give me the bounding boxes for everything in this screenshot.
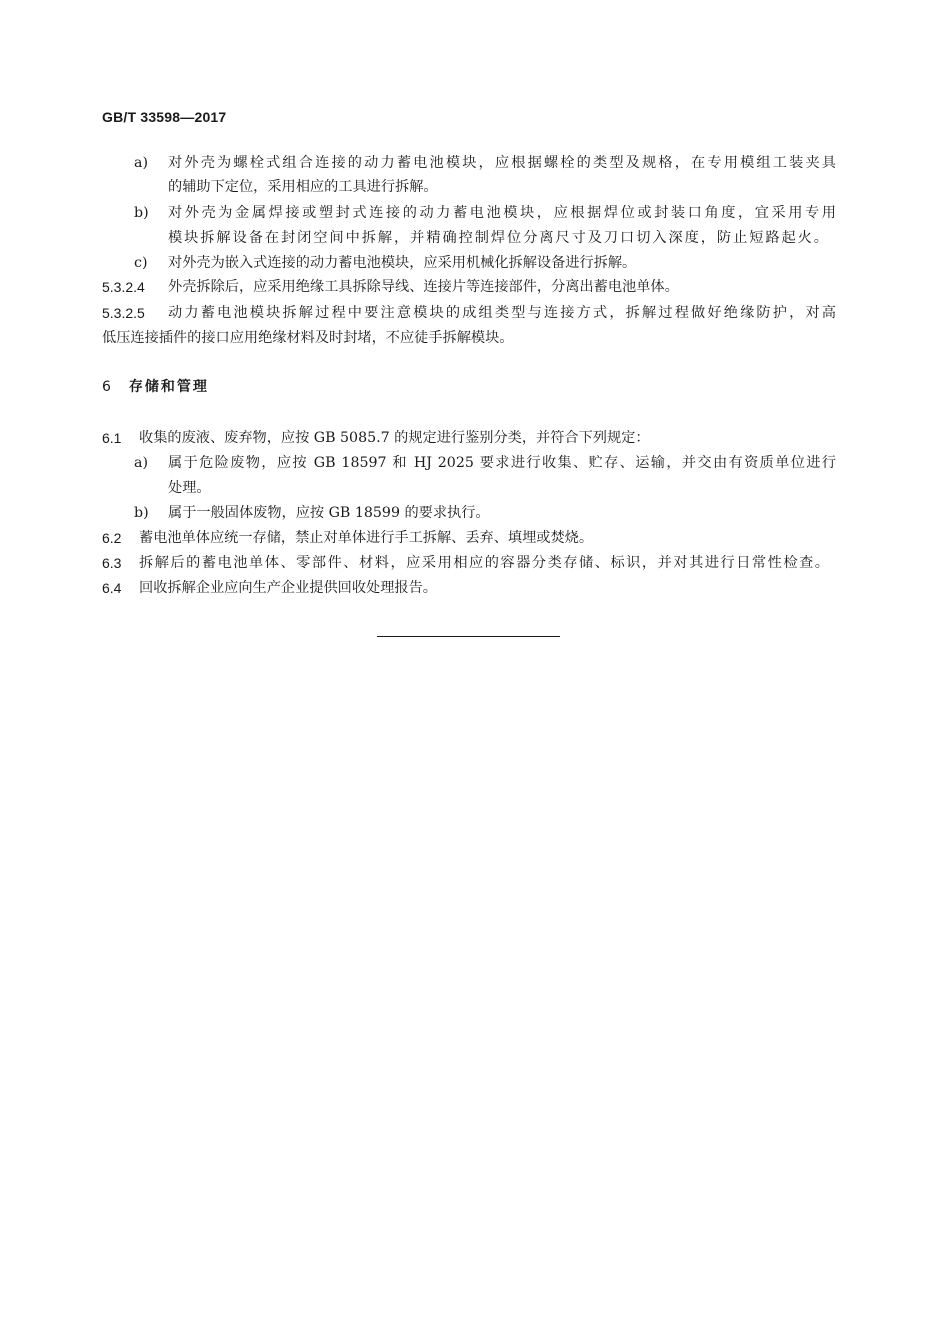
list-6-1-item-a-line-2: 处理。: [168, 480, 211, 496]
clause-number-5-3-2-4: 5.3.2.4: [102, 279, 145, 295]
list-item-c-line-1: 对外壳为嵌入式连接的动力蓄电池模块，应采用机械化拆解设备进行拆解。: [168, 255, 637, 271]
section-6-title: 存储和管理: [128, 379, 209, 395]
list-6-1-item-b-line-1: 属于一般固体废物，应按 GB 18599 的要求执行。: [168, 505, 490, 521]
clause-6-2-text: 蓄电池单体应统一存储，禁止对单体进行手工拆解、丢弃、填埋或焚烧。: [139, 530, 594, 546]
clause-number-6-4: 6.4: [102, 580, 122, 596]
list-6-1-item-a-line-1: 属于危险废物，应按 GB 18597 和 HJ 2025 要求进行收集、贮存、运输，并交由有资质单位进行: [168, 455, 836, 471]
list-6-1-label-b: b): [134, 505, 149, 521]
clause-6-4-text: 回收拆解企业应向生产企业提供回收处理报告。: [139, 580, 437, 596]
list-6-1-label-a: a): [134, 455, 148, 471]
section-6-heading: [102, 377, 209, 397]
standard-code-header: GB/T 33598—2017: [102, 109, 227, 125]
list-label-b: b): [134, 205, 149, 221]
section-6-number: 6: [102, 379, 111, 395]
clause-number-5-3-2-5: 5.3.2.5: [102, 305, 145, 321]
list-label-a: a): [134, 155, 148, 171]
list-item-a-line-2: 的辅助下定位，采用相应的工具进行拆解。: [168, 179, 438, 195]
clause-number-6-2: 6.2: [102, 530, 122, 546]
clause-number-6-1: 6.1: [102, 430, 122, 446]
clause-6-1-text: 收集的废液、废弃物，应按 GB 5085.7 的规定进行鉴别分类，并符合下列规定：: [139, 430, 650, 446]
clause-5-3-2-5-line-2: 低压连接插件的接口应用绝缘材料及时封堵，不应徒手拆解模块。: [102, 330, 514, 346]
clause-5-3-2-4-text: 外壳拆除后，应采用绝缘工具拆除导线、连接片等连接部件，分离出蓄电池单体。: [168, 279, 679, 295]
clause-number-6-3: 6.3: [102, 555, 122, 571]
clause-6-3-text: 拆解后的蓄电池单体、零部件、材料，应采用相应的容器分类存储、标识，并对其进行日常性检查。: [139, 555, 829, 571]
list-label-c: c): [134, 255, 148, 271]
list-item-b-line-1: 对外壳为金属焊接或塑封式连接的动力蓄电池模块，应根据焊位或封装口角度，宜采用专用: [168, 205, 836, 221]
clause-5-3-2-5-line-1: 动力蓄电池模块拆解过程中要注意模块的成组类型与连接方式，拆解过程做好绝缘防护，对高: [168, 305, 836, 321]
list-item-a-line-1: 对外壳为螺栓式组合连接的动力蓄电池模块，应根据螺栓的类型及规格，在专用模组工装夹具: [168, 155, 836, 171]
end-of-standard-rule: [377, 636, 560, 637]
list-item-b-line-2: 模块拆解设备在封闭空间中拆解，并精确控制焊位分离尺寸及刀口切入深度，防止短路起火。: [168, 230, 828, 246]
